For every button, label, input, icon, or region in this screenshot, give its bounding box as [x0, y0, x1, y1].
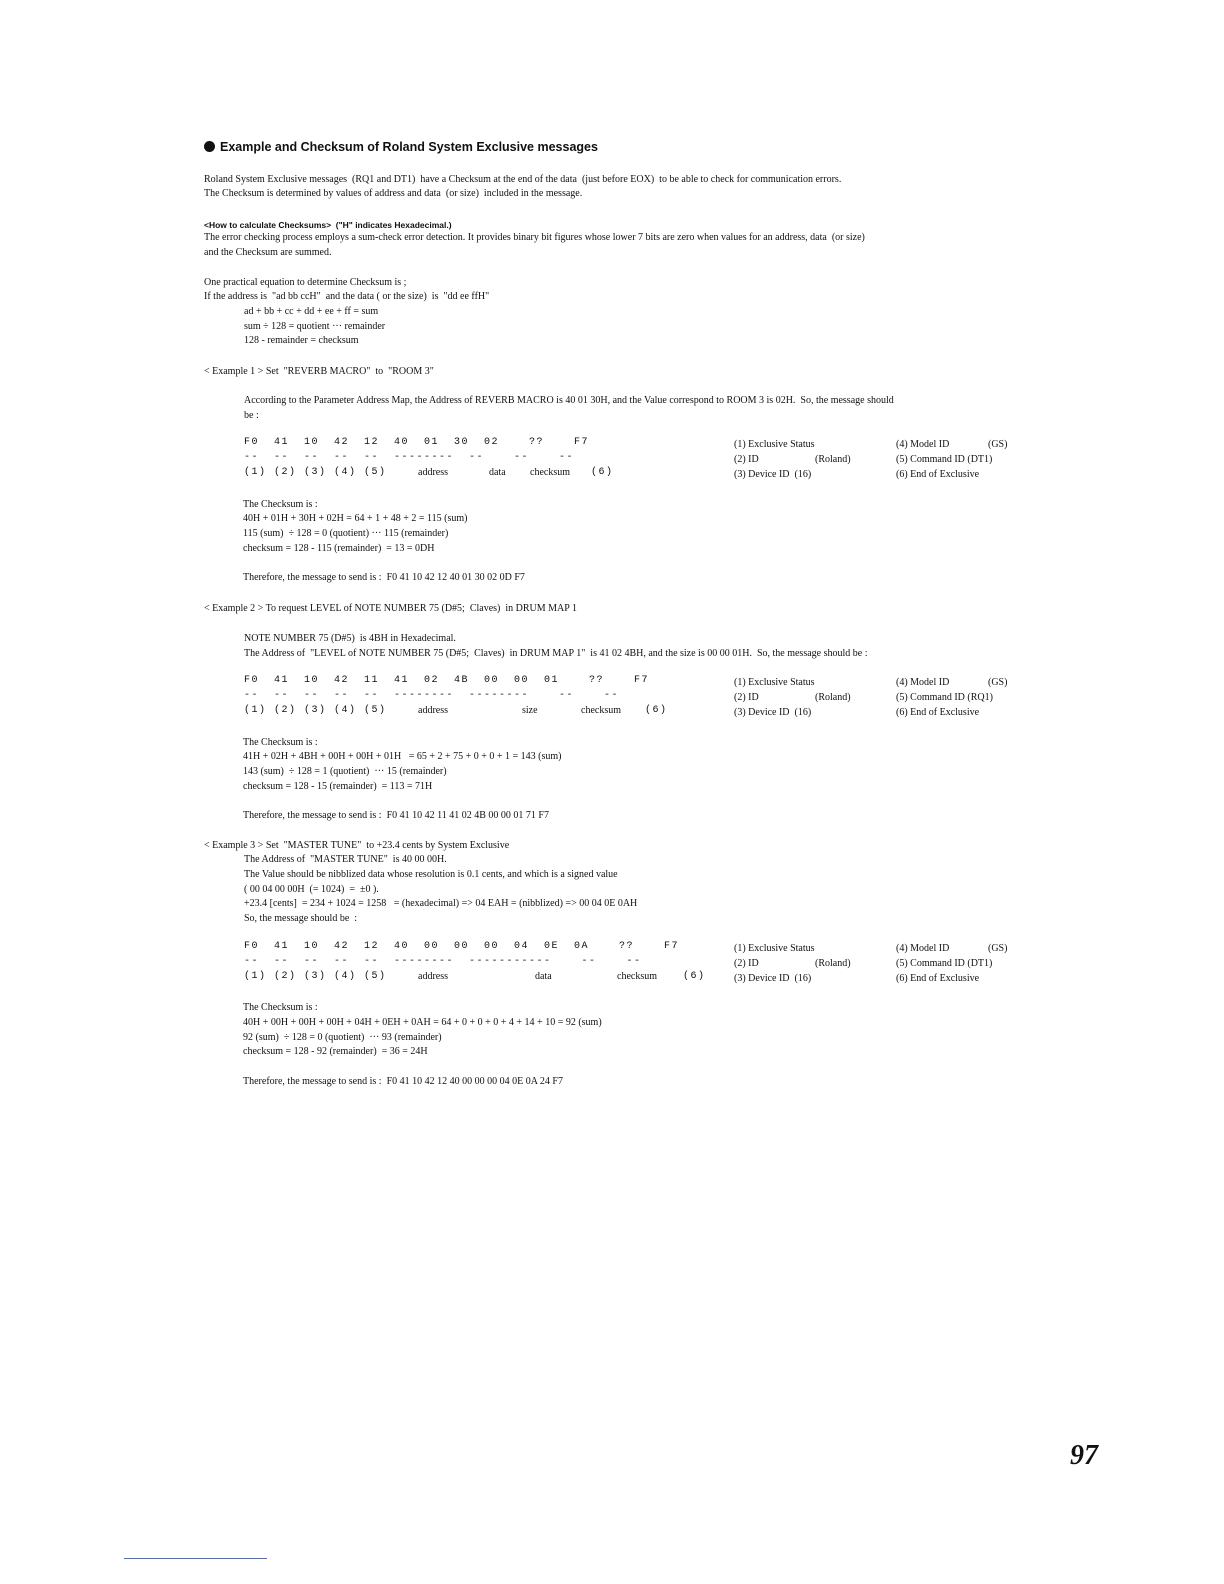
- example1-therefore: Therefore, the message to send is : F0 41 10 42 12 40 01 30 02 0D F7: [243, 572, 525, 583]
- example3-legend-1: (1) Exclusive Status: [734, 943, 815, 954]
- example1-heading: < Example 1 > Set "REVERB MACRO" to "ROOM 3": [204, 366, 434, 377]
- example1-legend-6: (6) End of Exclusive: [896, 469, 980, 480]
- example3-desc-5: So, the message should be :: [244, 913, 358, 924]
- example3-legend-3: (3) Device ID (16): [734, 973, 812, 984]
- example1-legend-2: (2) ID: [734, 454, 759, 465]
- example2-label-address: address: [418, 705, 448, 716]
- example1-legend-5: (5) Command ID (DT1): [896, 454, 993, 465]
- example2-bytes: F0 41 10 42 11 41 02 4B 00 00 01 ?? F7: [244, 675, 650, 686]
- page-title: Example and Checksum of Roland System Exclusive messages: [204, 140, 598, 154]
- example2-nums: (1) (2) (3) (4) (5): [244, 705, 387, 716]
- example1-label-6: (6): [591, 467, 614, 478]
- example2-checksum-label: The Checksum is :: [243, 737, 318, 748]
- example2-legend-4b: (GS): [988, 677, 1008, 688]
- example3-desc-1: The Address of "MASTER TUNE" is 40 00 00H.: [244, 854, 447, 865]
- example1-desc-1: According to the Parameter Address Map, the Address of REVERB MACRO is 40 01 30H, and the Value correspond to ROOM 3 is 02H. So, the message should: [244, 395, 894, 406]
- example2-legend-2b: (Roland): [815, 692, 851, 703]
- equation-line-1: ad + bb + cc + dd + ee + ff = sum: [244, 306, 379, 317]
- footer-rule: [124, 1558, 267, 1559]
- example1-legend-4b: (GS): [988, 439, 1008, 450]
- example3-legend-2: (2) ID: [734, 958, 759, 969]
- example2-label-6: (6): [645, 705, 668, 716]
- example3-checksum-label: The Checksum is :: [243, 1002, 318, 1013]
- example2-label-size: size: [522, 705, 538, 716]
- example3-checksum-line-2: 92 (sum) ÷ 128 = 0 (quotient) ··· 93 (remainder): [243, 1032, 442, 1043]
- example3-legend-4: (4) Model ID: [896, 943, 950, 954]
- example2-checksum-line-1: 41H + 02H + 4BH + 00H + 00H + 01H = 65 + 2 + 75 + 0 + 0 + 1 = 143 (sum): [243, 751, 562, 762]
- example1-checksum-line-3: checksum = 128 - 115 (remainder) = 13 = 0DH: [243, 543, 435, 554]
- example1-label-data: data: [489, 467, 506, 478]
- example2-legend-6: (6) End of Exclusive: [896, 707, 980, 718]
- example2-legend-2: (2) ID: [734, 692, 759, 703]
- example3-nums: (1) (2) (3) (4) (5): [244, 971, 387, 982]
- example1-checksum-line-2: 115 (sum) ÷ 128 = 0 (quotient) ··· 115 (remainder): [243, 528, 449, 539]
- example2-label-checksum: checksum: [581, 705, 621, 716]
- example3-legend-2b: (Roland): [815, 958, 851, 969]
- intro-line-1: Roland System Exclusive messages (RQ1 and DT1) have a Checksum at the end of the data (just before EOX) to be able to check for communication errors.: [204, 174, 842, 185]
- example2-desc-2: The Address of "LEVEL of NOTE NUMBER 75 (D#5; Claves) in DRUM MAP 1" is 41 02 4BH, and the size is 00 00 01H. So, the message should be :: [244, 648, 868, 659]
- howto-line-1: The error checking process employs a sum-check error detection. It provides binary bit figures whose lower 7 bits are zero when values for an address, data (or size): [204, 232, 865, 243]
- example3-checksum-line-3: checksum = 128 - 92 (remainder) = 36 = 24H: [243, 1046, 428, 1057]
- equation-intro-1: One practical equation to determine Checksum is ;: [204, 277, 407, 288]
- example1-label-checksum: checksum: [530, 467, 570, 478]
- example3-label-6: (6): [683, 971, 706, 982]
- example2-legend-5: (5) Command ID (RQ1): [896, 692, 993, 703]
- example3-desc-2: The Value should be nibblized data whose resolution is 0.1 cents, and which is a signed value: [244, 869, 618, 880]
- example1-legend-3: (3) Device ID (16): [734, 469, 812, 480]
- equation-line-2: sum ÷ 128 = quotient ··· remainder: [244, 321, 386, 332]
- example1-legend-2b: (Roland): [815, 454, 851, 465]
- example3-label-data: data: [535, 971, 552, 982]
- example2-checksum-line-2: 143 (sum) ÷ 128 = 1 (quotient) ··· 15 (remainder): [243, 766, 447, 777]
- example1-nums: (1) (2) (3) (4) (5): [244, 467, 387, 478]
- example3-desc-3: ( 00 04 00 00H (= 1024) = ±0 ).: [244, 884, 379, 895]
- example2-legend-3: (3) Device ID (16): [734, 707, 812, 718]
- example1-legend-1: (1) Exclusive Status: [734, 439, 815, 450]
- howto-line-2: and the Checksum are summed.: [204, 247, 332, 258]
- example2-heading: < Example 2 > To request LEVEL of NOTE NUMBER 75 (D#5; Claves) in DRUM MAP 1: [204, 603, 577, 614]
- example2-therefore: Therefore, the message to send is : F0 41 10 42 11 41 02 4B 00 00 01 71 F7: [243, 810, 549, 821]
- example3-legend-4b: (GS): [988, 943, 1008, 954]
- equation-line-3: 128 - remainder = checksum: [244, 335, 359, 346]
- example3-checksum-line-1: 40H + 00H + 00H + 00H + 04H + 0EH + 0AH = 64 + 0 + 0 + 0 + 4 + 14 + 10 = 92 (sum): [243, 1017, 602, 1028]
- equation-intro-2: If the address is "ad bb ccH" and the data ( or the size) is "dd ee ffH": [204, 291, 490, 302]
- example1-dashes: -- -- -- -- -- -------- -- -- --: [244, 452, 575, 463]
- example3-therefore: Therefore, the message to send is : F0 41 10 42 12 40 00 00 00 04 0E 0A 24 F7: [243, 1076, 563, 1087]
- page-number: 97: [1070, 1440, 1098, 1471]
- bullet-icon: [204, 141, 215, 152]
- example1-checksum-label: The Checksum is :: [243, 499, 318, 510]
- example3-bytes: F0 41 10 42 12 40 00 00 00 04 0E 0A ?? F7: [244, 941, 680, 952]
- example1-checksum-line-1: 40H + 01H + 30H + 02H = 64 + 1 + 48 + 2 = 115 (sum): [243, 513, 468, 524]
- example2-dashes: -- -- -- -- -- -------- -------- -- --: [244, 690, 620, 701]
- example3-dashes: -- -- -- -- -- -------- ----------- -- --: [244, 956, 642, 967]
- example3-legend-5: (5) Command ID (DT1): [896, 958, 993, 969]
- example2-legend-4: (4) Model ID: [896, 677, 950, 688]
- example2-desc-1: NOTE NUMBER 75 (D#5) is 4BH in Hexadecimal.: [244, 633, 456, 644]
- example3-heading: < Example 3 > Set "MASTER TUNE" to +23.4 cents by System Exclusive: [204, 840, 510, 851]
- example1-legend-4: (4) Model ID: [896, 439, 950, 450]
- example1-label-address: address: [418, 467, 448, 478]
- example3-legend-6: (6) End of Exclusive: [896, 973, 980, 984]
- example3-label-address: address: [418, 971, 448, 982]
- example3-desc-4: +23.4 [cents] = 234 + 1024 = 1258 = (hexadecimal) => 04 EAH = (nibblized) => 00 04 0E 0AH: [244, 898, 638, 909]
- example1-bytes: F0 41 10 42 12 40 01 30 02 ?? F7: [244, 437, 590, 448]
- howto-heading: <How to calculate Checksums> ("H" indicates Hexadecimal.): [204, 220, 452, 230]
- intro-line-2: The Checksum is determined by values of address and data (or size) included in the message.: [204, 188, 583, 199]
- example2-checksum-line-3: checksum = 128 - 15 (remainder) = 113 = 71H: [243, 781, 433, 792]
- example3-label-checksum: checksum: [617, 971, 657, 982]
- example1-desc-2: be :: [244, 410, 259, 421]
- example2-legend-1: (1) Exclusive Status: [734, 677, 815, 688]
